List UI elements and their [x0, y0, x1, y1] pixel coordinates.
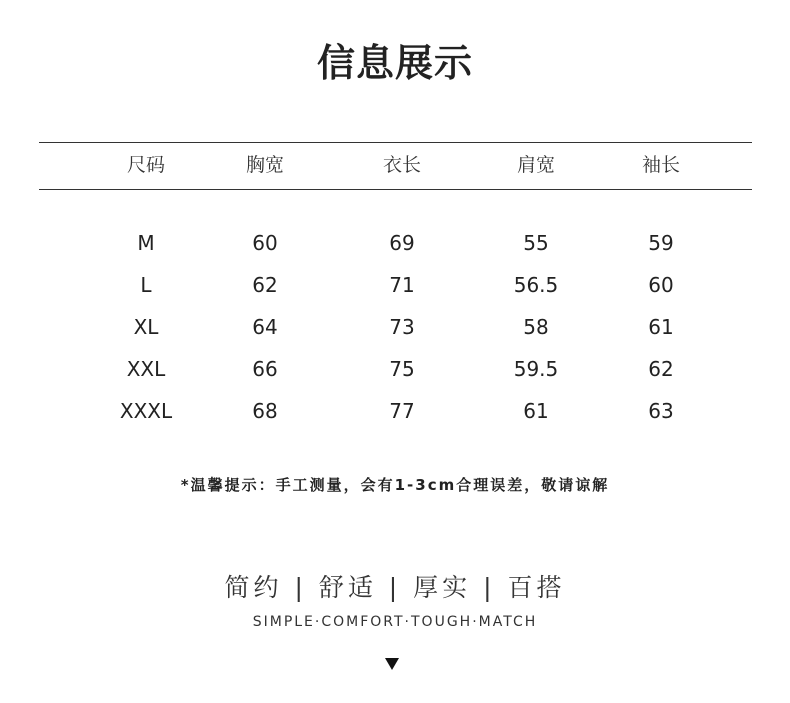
header-size: 尺码 — [126, 154, 165, 176]
table-cell: M — [137, 231, 155, 255]
table-cell: 62 — [648, 357, 674, 381]
table-header-rule — [39, 189, 752, 190]
header-shoulder-width: 肩宽 — [516, 154, 555, 176]
table-row — [0, 270, 790, 300]
table-top-rule — [39, 142, 752, 143]
down-triangle-icon — [385, 658, 399, 670]
header-sleeve-length: 袖长 — [641, 154, 680, 176]
table-row — [0, 354, 790, 384]
table-cell: 61 — [523, 399, 549, 423]
table-cell: 56.5 — [513, 273, 559, 297]
table-row — [0, 312, 790, 342]
table-cell: 66 — [252, 357, 278, 381]
table-cell: 77 — [389, 399, 415, 423]
table-cell: 60 — [648, 273, 674, 297]
table-cell: 59.5 — [513, 357, 559, 381]
header-length: 衣长 — [382, 154, 421, 176]
table-cell: 62 — [252, 273, 278, 297]
table-cell: XL — [133, 315, 159, 339]
tagline: 简约 | 舒适 | 厚实 | 百搭 — [224, 573, 566, 602]
table-header — [0, 150, 790, 180]
table-cell: 73 — [389, 315, 415, 339]
table-cell: XXXL — [119, 399, 173, 423]
table-cell: 75 — [389, 357, 415, 381]
table-cell: 68 — [252, 399, 278, 423]
table-cell: 64 — [252, 315, 278, 339]
table-row — [0, 396, 790, 426]
measurement-note: *温馨提示：手工测量，会有1-3cm合理误差，敬请谅解 — [180, 476, 610, 494]
table-cell: 60 — [252, 231, 278, 255]
table-cell: 59 — [648, 231, 674, 255]
table-row — [0, 228, 790, 258]
table-cell: 61 — [648, 315, 674, 339]
header-chest-width: 胸宽 — [245, 154, 284, 176]
table-cell: 63 — [648, 399, 674, 423]
table-cell: XXL — [126, 357, 166, 381]
table-cell: L — [140, 273, 152, 297]
table-cell: 71 — [389, 273, 415, 297]
page-title: 信息展示 — [316, 41, 473, 85]
tagline-english: SIMPLE·COMFORT·TOUGH·MATCH — [252, 614, 538, 630]
table-cell: 55 — [523, 231, 549, 255]
table-cell: 58 — [523, 315, 549, 339]
table-cell: 69 — [389, 231, 415, 255]
